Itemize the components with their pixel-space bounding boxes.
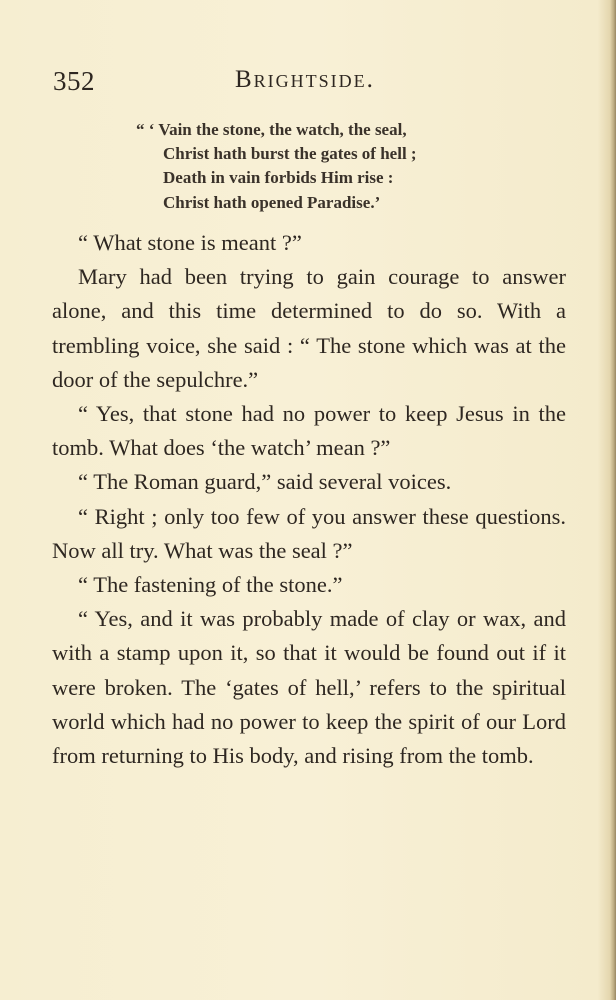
verse-line: Christ hath burst the gates of hell ; [163, 144, 417, 164]
page-edge-shadow [610, 0, 616, 1000]
paragraph: “ Yes, and it was probably made of clay or wax, and with a stamp upon it, so that it would be found out if it were broken. The ‘gates of hell,’ refers to the spiritual world which had no power to keep the spirit of our Lord from returning to His body, and rising from the tomb. [52, 606, 566, 769]
running-head [53, 66, 573, 106]
paragraph: “ What stone is meant ?” [78, 230, 302, 255]
verse-line: Death in vain forbids Him rise : [163, 168, 394, 188]
paragraph: “ Yes, that stone had no power to keep Jesus in the tomb. What does ‘the watch’ mean ?” [52, 401, 566, 461]
verse-line: Christ hath opened Paradise.’ [163, 192, 381, 212]
verse-line: “ ‘ Vain the stone, the watch, the seal, [136, 120, 407, 139]
paragraph: “ Right ; only too few of you answer these questions. Now all try. What was the seal ?” [52, 503, 566, 563]
page-number: 352 [53, 66, 95, 96]
paragraph: “ The fastening of the stone.” [78, 572, 343, 598]
paragraph: Mary had been trying to gain courage to answer alone, and this time determined to do so. With a trembling voice, she said : “ The stone which was at the door of the sepulchre.” [52, 264, 566, 392]
verse-quotation [136, 118, 417, 215]
running-title: Brightside. [235, 66, 375, 93]
paragraph: “ The Roman guard,” said several voices. [78, 469, 452, 495]
body-text [52, 226, 566, 773]
